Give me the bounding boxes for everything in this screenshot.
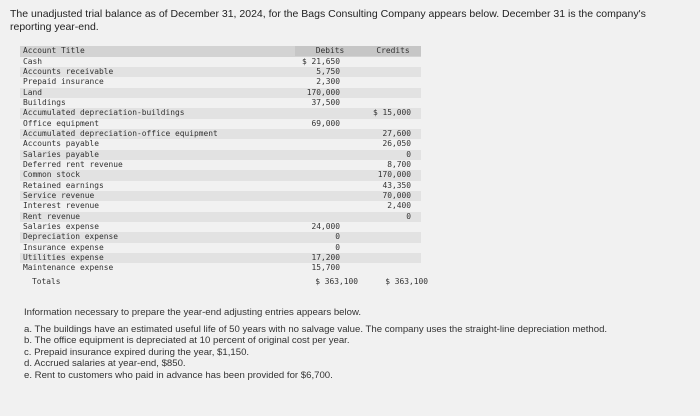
account-title-header: Account Title <box>23 46 85 55</box>
info-item: b. The office equipment is depreciated at 10 percent of original cost per year. <box>24 335 350 347</box>
account-title-cell: Deferred rent revenue <box>23 159 123 169</box>
table-row <box>20 67 421 77</box>
debit-cell: 69,000 <box>311 118 340 128</box>
table-row <box>20 129 421 139</box>
info-lead: Information necessary to prepare the year-end adjusting entries appears below. <box>24 307 362 318</box>
account-title-cell: Insurance expense <box>23 242 104 252</box>
table-row <box>20 88 421 98</box>
account-title-cell: Rent revenue <box>23 211 81 221</box>
credit-cell: 0 <box>406 149 411 159</box>
table-row <box>20 232 421 242</box>
info-item: a. The buildings have an estimated useful life of 50 years with no salvage value. The company uses the straight-line depreciation method. <box>24 323 608 335</box>
account-title-cell: Accumulated depreciation-buildings <box>23 108 185 118</box>
debit-cell: 0 <box>335 232 340 242</box>
table-row <box>20 119 421 129</box>
table-row <box>20 222 421 232</box>
debits-header: Debits <box>295 46 365 56</box>
table-row <box>20 108 421 118</box>
account-title-cell: Accounts receivable <box>23 66 114 76</box>
credit-cell: 70,000 <box>382 190 411 200</box>
table-row <box>20 212 421 222</box>
account-title-cell: Salaries payable <box>23 149 100 159</box>
account-title-cell: Retained earnings <box>23 180 104 190</box>
credit-cell: 2,400 <box>387 201 411 211</box>
account-title-cell: Accounts payable <box>23 139 100 149</box>
table-row <box>20 150 421 160</box>
account-title-cell: Common stock <box>23 170 81 180</box>
debit-cell: 170,000 <box>306 87 340 97</box>
total-credits: $ 363,100 <box>385 276 428 286</box>
credits-header: Credits <box>365 46 421 56</box>
debit-cell: 17,200 <box>311 253 340 263</box>
credit-cell: 170,000 <box>377 170 411 180</box>
table-row <box>20 98 421 108</box>
info-item: e. Rent to customers who paid in advance has been provided for $6,700. <box>24 369 333 381</box>
table-header <box>20 46 421 57</box>
account-title-cell: Accumulated depreciation-office equipment <box>23 128 218 138</box>
table-row <box>20 263 421 273</box>
debit-cell: 5,750 <box>316 66 340 76</box>
account-title-cell: Buildings <box>23 97 66 107</box>
info-item: d. Accrued salaries at year-end, $850. <box>24 358 186 370</box>
credit-cell: 0 <box>406 211 411 221</box>
debit-cell: 15,700 <box>311 263 340 273</box>
debit-cell: 0 <box>335 242 340 252</box>
debit-cell: 2,300 <box>316 77 340 87</box>
credit-cell: $ 15,000 <box>372 108 411 118</box>
table-row <box>20 243 421 253</box>
account-title-cell: Prepaid insurance <box>23 77 104 87</box>
table-row <box>20 201 421 211</box>
account-title-cell: Cash <box>23 56 43 66</box>
account-title-cell: Salaries expense <box>23 222 100 231</box>
table-row <box>20 57 421 67</box>
info-item: c. Prepaid insurance expired during the year, $1,150. <box>24 346 250 358</box>
account-title-cell: Maintenance expense <box>23 263 114 273</box>
adjusting-information <box>24 307 664 382</box>
account-title-cell: Office equipment <box>23 118 100 128</box>
account-title-cell: Interest revenue <box>23 201 100 211</box>
table-row <box>20 253 421 263</box>
table-row <box>20 160 421 170</box>
table-row <box>20 191 421 201</box>
info-items-list <box>24 324 664 382</box>
credit-cell: 27,600 <box>382 128 411 138</box>
table-row <box>20 139 421 149</box>
account-title-cell: Land <box>23 87 43 97</box>
table-body <box>20 57 421 274</box>
totals-row <box>20 275 428 287</box>
credit-cell: 8,700 <box>387 159 411 169</box>
table-row <box>20 181 421 191</box>
account-title-cell: Service revenue <box>23 190 95 200</box>
problem-intro: The unadjusted trial balance as of December 31, 2024, for the Bags Consulting Company appears below. December 31 is the company's reporting year-end. <box>10 8 646 33</box>
totals-label: Totals <box>32 276 61 286</box>
debit-cell: 37,500 <box>311 97 340 107</box>
table-row <box>20 170 421 180</box>
credit-cell: 43,350 <box>382 180 411 190</box>
debit-cell: 24,000 <box>311 222 340 231</box>
total-debits: $ 363,100 <box>315 276 358 286</box>
account-title-cell: Utilities expense <box>23 253 104 263</box>
debit-cell: $ 21,650 <box>301 56 340 66</box>
account-title-cell: Depreciation expense <box>23 232 119 242</box>
trial-balance-table <box>20 46 428 287</box>
credit-cell: 26,050 <box>382 139 411 149</box>
table-row <box>20 77 421 87</box>
